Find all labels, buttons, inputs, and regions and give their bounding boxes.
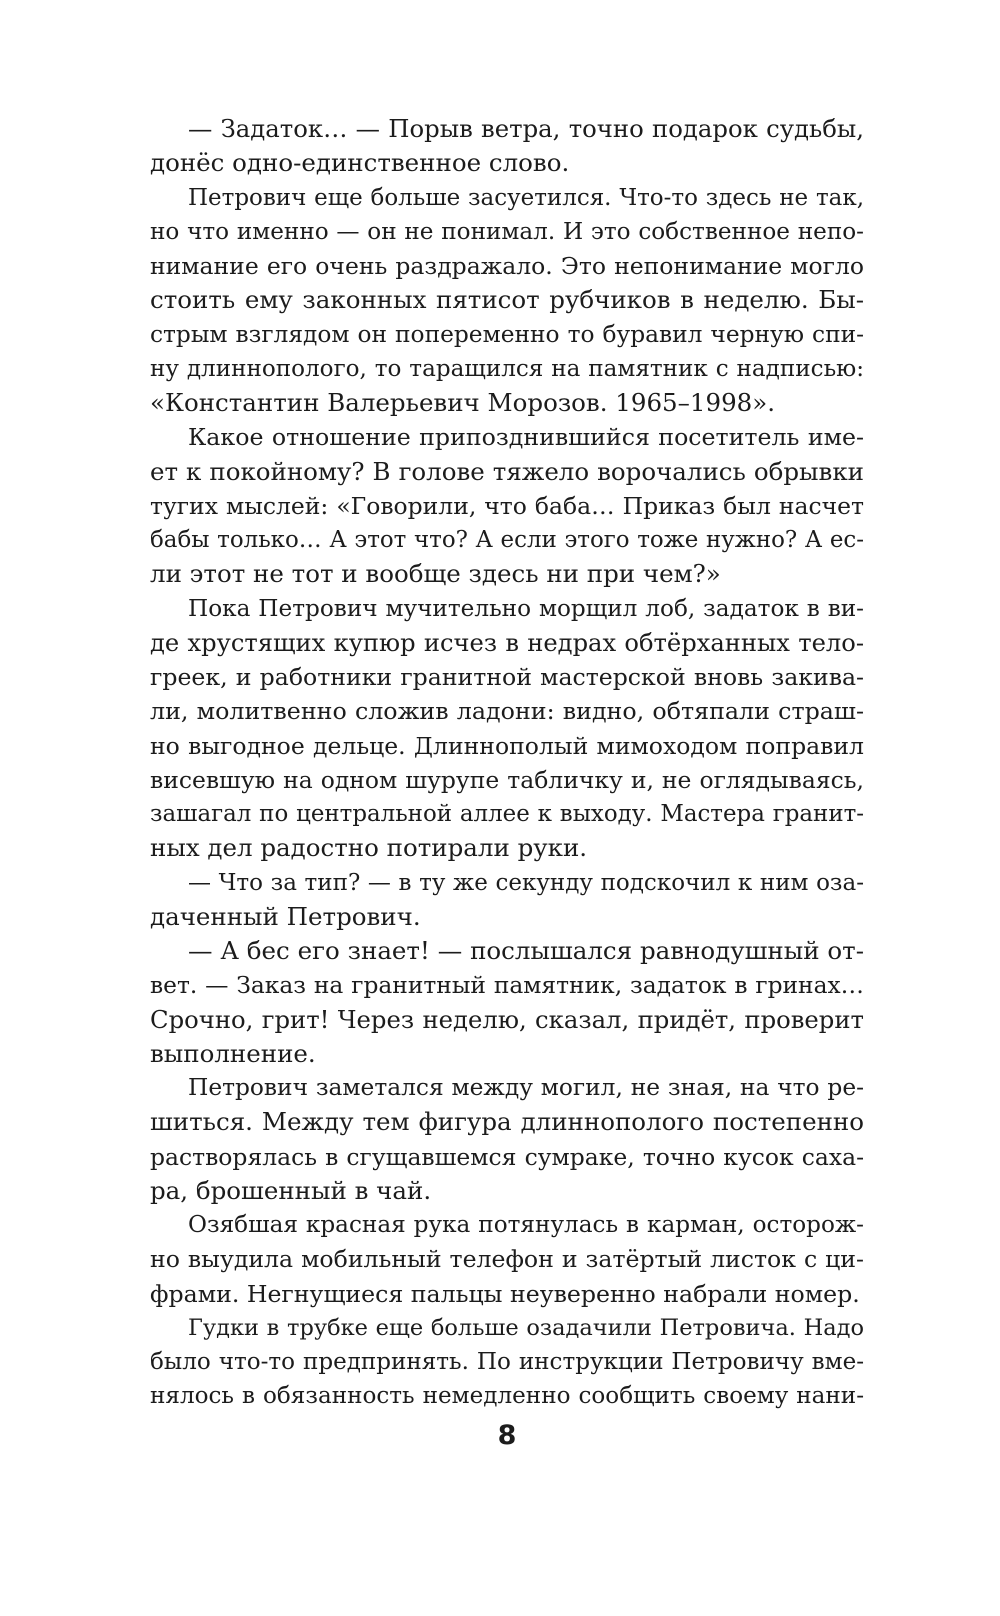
text-line: ет к покойному? В голове тяжело ворочались обрывки (150, 456, 864, 486)
text-line: Какое отношение припозднившийся посетитель име- (188, 423, 864, 452)
body-text (150, 112, 864, 1414)
text-line: бабы только… А этот что? А если этого тоже нужно? А ес- (150, 527, 864, 553)
text-line: но что именно — он не понимал. И это собственное непо- (150, 218, 864, 245)
text-line: даченный Петрович. (150, 901, 421, 931)
text-line: вет. — Заказ на гранитный памятник, задаток в гринах… (150, 971, 864, 1000)
text-line: «Константин Валерьевич Морозов. 1965–1998». (150, 388, 776, 417)
text-line: ли, молитвенно сложив ладони: видно, обтяпали страш- (150, 697, 864, 726)
text-line: ных дел радостно потирали руки. (150, 833, 588, 863)
text-line: Петрович заметался между могил, не зная, на что ре- (188, 1074, 864, 1101)
text-line: стоить ему законных пятисот рубчиков в неделю. Бы- (150, 285, 864, 315)
page-number: 8 (497, 1420, 517, 1451)
text-line: — Что за тип? — в ту же секунду подскочил к ним оза- (188, 869, 864, 896)
text-line: фрами. Негнущиеся пальцы неуверенно набрали номер. (150, 1279, 860, 1308)
text-line: нялось в обязанность немедленно сообщить своему нани- (150, 1383, 864, 1410)
text-line: Петрович еще больше засуетился. Что-то здесь не так, (188, 184, 864, 211)
text-line: донёс одно-единственное слово. (150, 148, 570, 178)
text-line: выполнение. (150, 1038, 316, 1068)
text-line: ра, брошенный в чай. (150, 1175, 432, 1205)
text-line: но выгодное дельце. Длиннополый мимоходом поправил (150, 731, 864, 760)
text-line: нимание его очень раздражало. Это непонимание могло (150, 252, 864, 280)
text-line: — А бес его знает! — послышался равнодушный от- (188, 936, 864, 965)
text-line: Озябшая красная рука потянулась в карман, осторож- (188, 1212, 864, 1238)
text-line: шиться. Между тем фигура длиннополого постепенно (150, 1107, 864, 1137)
text-line: де хрустящих купюр исчез в недрах обтёрханных тело- (150, 628, 864, 657)
text-line: Гудки в трубке еще больше озадачили Петровича. Надо (188, 1314, 864, 1341)
text-line: но выудила мобильный телефон и затёртый листок с ци- (150, 1245, 864, 1274)
text-line: было что-то предпринять. По инструкции Петровичу вме- (150, 1349, 864, 1375)
text-line: ну длиннополого, то таращился на памятник с надписью: (150, 355, 864, 382)
text-line: стрым взглядом он попеременно то буравил черную спи- (150, 320, 864, 348)
text-line: Пока Петрович мучительно морщил лоб, задаток в ви- (188, 595, 864, 622)
text-line: Срочно, грит! Через неделю, сказал, придёт, проверит (150, 1004, 864, 1034)
text-line: греек, и работники гранитной мастерской вновь закива- (150, 663, 864, 691)
text-line: ли этот не тот и вообще здесь ни при чем?» (150, 559, 721, 589)
text-line: зашагал по центральной аллее к выходу. Мастера гранит- (150, 801, 864, 827)
text-line: висевшую на одном шурупе табличку и, не оглядываясь, (150, 765, 864, 794)
text-line: тугих мыслей: «Говорили, что баба… Приказ был насчет (150, 491, 864, 520)
text-line: — Задаток… — Порыв ветра, точно подарок судьбы, (188, 114, 864, 143)
text-line: растворялась в сгущавшемся сумраке, точно кусок саха- (150, 1142, 864, 1171)
